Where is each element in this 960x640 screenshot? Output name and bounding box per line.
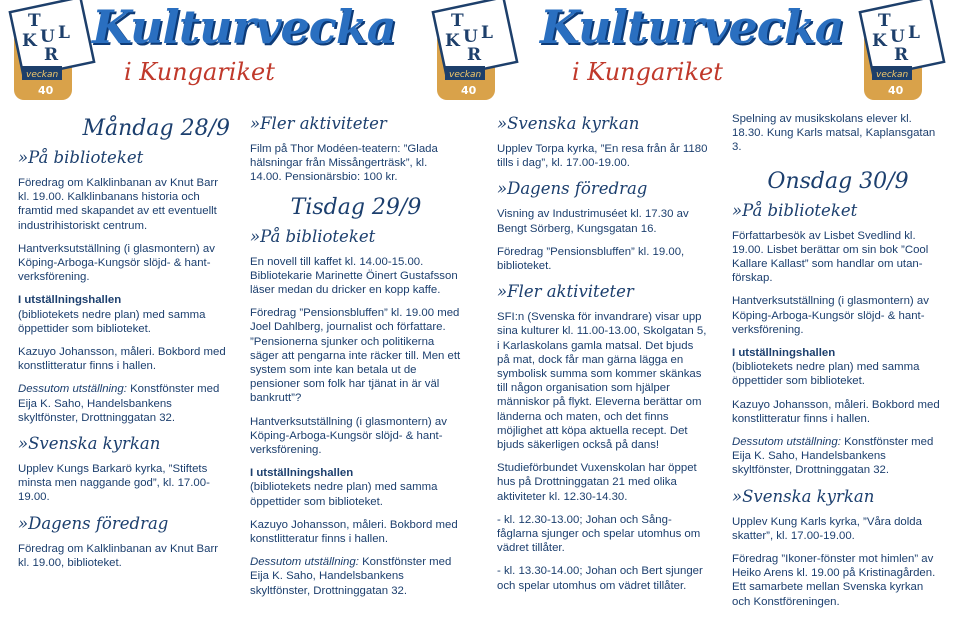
section-heading: »Fler aktiviteter bbox=[497, 282, 634, 302]
paragraph: Studieförbundet Vuxenskolan har öppet hus på Drottninggatan 21 med olika aktiviteter kl. 12.30-14.30. bbox=[497, 462, 697, 503]
paragraph: Upplev Kung Karls kyrka, ”Våra dolda skatter”, kl. 17.00-19.00. bbox=[732, 515, 922, 542]
paragraph: Kazuyo Johansson, måleri. Bokbord med konstlitteratur finns i hallen. bbox=[732, 398, 940, 425]
logo-letter-r: R bbox=[894, 45, 909, 65]
logo-letter-k: K bbox=[445, 31, 460, 51]
paragraph: Författarbesök av Lisbet Svedlind kl. 19.00. Lisbet berättar om sin bok ”Cool Kallare Kallast” som handlar om utanförskap. bbox=[732, 229, 929, 285]
column-monday-cont-tuesday bbox=[250, 112, 462, 607]
paragraph bbox=[250, 466, 462, 509]
wordmark-right bbox=[540, 0, 844, 100]
paragraph bbox=[732, 435, 944, 478]
paragraph-text: Konstfönster med Eija K. Saho, Handelsbankens skyltfönster, Drottninggatan 32. bbox=[732, 436, 934, 477]
kulturveckan-logo bbox=[425, 0, 535, 102]
logo-letter-u: U bbox=[463, 27, 478, 47]
paragraph: Visning av Industrimuséet kl. 17.30 av Bengt Sörberg, Kungsgatan 16. bbox=[497, 208, 689, 235]
logo-letter-t: T bbox=[28, 11, 41, 31]
paragraph-text: (bibliotekets nedre plan) med samma öppettider som biblioteket. bbox=[250, 481, 438, 508]
italic-lead: Dessutom utställning: bbox=[732, 436, 841, 449]
section-heading: »Dagens föredrag bbox=[18, 513, 169, 533]
logo-word: veckan bbox=[876, 70, 909, 80]
wordmark-left bbox=[92, 0, 396, 100]
wordmark-title: Kulturvecka bbox=[92, 0, 396, 54]
logo-letter-k: K bbox=[22, 31, 37, 51]
section-heading: »På biblioteket bbox=[18, 148, 144, 167]
bold-lead: I utställningshallen bbox=[18, 294, 122, 307]
paragraph: Föredrag ”Ikoner-fönster mot himlen” av Heiko Arens kl. 19.00 på Kristinagården. Ett samarbete mellan Svenska kyrkan och Konstföreningen. bbox=[732, 553, 936, 608]
paragraph bbox=[18, 293, 230, 336]
paragraph: Föredrag ”Pensionsbluffen” kl. 19.00 med Joel Dahlberg, journalist och författare. ”Pensionerna sjunker och politikerna säger att pengarna inte räcker till. Men ett system som inte kan betala ut de pensioner som folk har tjänat in är väl bankrutt”? bbox=[250, 307, 461, 405]
paragraph-text: (bibliotekets nedre plan) med samma öppettider som biblioteket. bbox=[732, 361, 920, 388]
italic-lead: Dessutom utställning: bbox=[18, 383, 127, 396]
logo-letter-l: L bbox=[481, 23, 493, 43]
paragraph: - kl. 12.30-13.00; Johan och Sångfåglarna sjunger och spelar utomhus om vädret tillåter. bbox=[497, 513, 701, 555]
logo-word: veckan bbox=[26, 70, 59, 80]
wordmark-title: Kulturvecka bbox=[540, 0, 844, 54]
section-heading: »Svenska kyrkan bbox=[732, 486, 875, 506]
column-monday bbox=[18, 112, 230, 579]
paragraph: SFI:n (Svenska för invandrare) visar upp sina kulturer kl. 11.00-13.00, Skolgatan 5, i Karlaskolans gamla matsal. Det bjuds på mat, dock får man gärna lägga en symbolisk summa som kommer skänkas till någon organisation som hjälper människor på flykt. Eleverna berättar om länderna och maten, och det finns möjlighet att köpa aktuella recept. Det bjuds säkerligen också på dans! bbox=[497, 311, 707, 452]
paragraph: Föredrag om Kalklinbanan av Knut Barr kl. 19.00, biblioteket. bbox=[18, 542, 219, 569]
logo-letter-l: L bbox=[908, 23, 920, 43]
section-heading: »På biblioteket bbox=[250, 226, 376, 246]
bold-lead: I utställningshallen bbox=[250, 467, 354, 480]
paragraph: Föredrag om Kalklinbanan av Knut Barr kl. 19.00. Kalklinbanans historia och framtid med skapandet av ett eventuellt industrihistoriskt centrum. bbox=[18, 177, 219, 232]
paragraph: Hantverksutställning (i glasmontern) av Köping-Arboga-Kungsör slöjd- & hantverksförening. bbox=[18, 242, 215, 284]
logo-letter-t: T bbox=[451, 11, 464, 31]
paragraph bbox=[250, 555, 462, 598]
paragraph: Kazuyo Johansson, måleri. Bokbord med konstlitteratur finns i hallen. bbox=[250, 518, 458, 546]
paragraph-text: Konstfönster med Eija K. Saho, Handelsbankens skyltfönster, Drottninggatan 32. bbox=[250, 556, 452, 597]
paragraph: Hantverksutställning (i glasmontern) av Köping-Arboga-Kungsör slöjd- & hantverksförening. bbox=[732, 295, 929, 336]
wordmark-subtitle: i Kungariket bbox=[572, 58, 723, 86]
logo-letter-r: R bbox=[44, 45, 59, 65]
day-heading: Onsdag 30/9 bbox=[767, 168, 909, 194]
section-heading: »Fler aktiviteter bbox=[250, 114, 387, 133]
paragraph: En novell till kaffet kl. 14.00-15.00. Bibliotekarie Marinette Öinert Gustafsson läser medan du dricker en kopp kaffe. bbox=[250, 255, 458, 297]
italic-lead: Dessutom utställning: bbox=[250, 556, 359, 569]
bold-lead: I utställningshallen bbox=[732, 347, 836, 360]
logo-letter-t: T bbox=[878, 11, 891, 31]
paragraph: - kl. 13.30-14.00; Johan och Bert sjunger och spelar utomhus om vädret tillåter. bbox=[497, 565, 703, 592]
kulturveckan-logo bbox=[852, 0, 960, 102]
logo-word: veckan bbox=[449, 70, 482, 80]
section-heading: »Svenska kyrkan bbox=[18, 434, 161, 454]
section-heading: »Dagens föredrag bbox=[497, 179, 648, 199]
section-heading: »På biblioteket bbox=[732, 200, 858, 220]
day-heading: Tisdag 29/9 bbox=[290, 194, 422, 220]
paragraph-text: Konstfönster med Eija K. Saho, Handelsbankens skyltfönster, Drottninggatan 32. bbox=[18, 383, 220, 424]
paragraph: Spelning av musikskolans elever kl. 18.30. Kung Karls matsal, Kaplansgatan 3. bbox=[732, 113, 936, 154]
paragraph: Föredrag ”Pensionsbluffen” kl. 19.00, biblioteket. bbox=[497, 245, 685, 273]
column-tuesday-cont bbox=[497, 112, 709, 602]
section-heading: »Svenska kyrkan bbox=[497, 114, 640, 133]
paragraph: Kazuyo Johansson, måleri. Bokbord med konstlitteratur finns i hallen. bbox=[18, 346, 226, 373]
logo-letter-r: R bbox=[467, 45, 482, 65]
paragraph: Upplev Kungs Barkarö kyrka, ”Stiftets minsta men naggande god”, kl. 17.00-19.00. bbox=[18, 463, 210, 504]
logo-number: 40 bbox=[38, 84, 54, 97]
paragraph bbox=[18, 382, 230, 425]
logo-number: 40 bbox=[888, 84, 904, 97]
column-wednesday bbox=[732, 112, 944, 618]
logo-letter-k: K bbox=[872, 31, 887, 51]
logo-letter-u: U bbox=[890, 27, 905, 47]
logo-number: 40 bbox=[461, 84, 477, 97]
logo-letter-l: L bbox=[58, 23, 70, 43]
paragraph: Hantverksutställning (i glasmontern) av Köping-Arboga-Kungsör slöjd- & hantverksförening. bbox=[250, 415, 447, 457]
wordmark-subtitle: i Kungariket bbox=[124, 58, 275, 86]
paragraph-text: (bibliotekets nedre plan) med samma öppettider som biblioteket. bbox=[18, 308, 206, 335]
paragraph bbox=[732, 346, 944, 389]
day-heading: Måndag 28/9 bbox=[82, 116, 230, 141]
logo-letter-u: U bbox=[40, 27, 55, 47]
paragraph: Upplev Torpa kyrka, ”En resa från år 1180 tills i dag”, kl. 17.00-19.00. bbox=[497, 143, 708, 170]
paragraph: Film på Thor Modéen-teatern: ”Glada hälsningar från Missångerträsk”, kl. 14.00. Pensionärsbio: 100 kr. bbox=[250, 143, 438, 184]
